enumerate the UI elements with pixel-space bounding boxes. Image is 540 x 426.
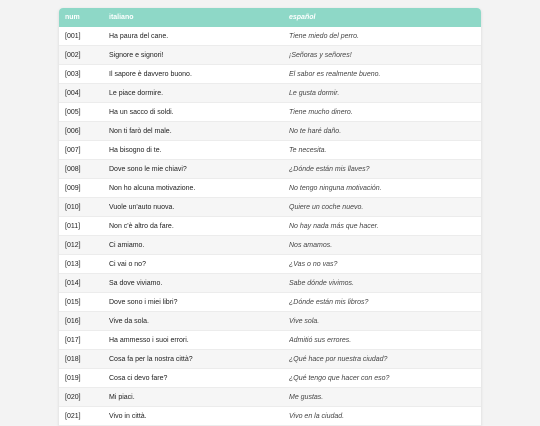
column-header-espanol[interactable]: español (289, 14, 316, 21)
column-header-num[interactable]: num (65, 14, 80, 21)
table-row[interactable] (59, 255, 481, 274)
table-body (59, 27, 481, 426)
spanish-phrase: Admitió sus errores. (289, 331, 481, 350)
table-row[interactable] (59, 312, 481, 331)
row-number: [016] (59, 312, 109, 331)
italian-phrase: Ha bisogno di te. (109, 141, 289, 160)
italian-phrase: Ci amiamo. (109, 236, 289, 255)
spanish-phrase: ¿Qué tengo que hacer con eso? (289, 369, 481, 388)
table-row[interactable] (59, 46, 481, 65)
row-number: [001] (59, 27, 109, 46)
table-row[interactable] (59, 103, 481, 122)
italian-phrase: Non c'è altro da fare. (109, 217, 289, 236)
spanish-phrase: Vivo en la ciudad. (289, 407, 481, 426)
row-number: [012] (59, 236, 109, 255)
italian-phrase: Cosa ci devo fare? (109, 369, 289, 388)
row-number: [015] (59, 293, 109, 312)
spanish-phrase: No tengo ninguna motivación. (289, 179, 481, 198)
row-number: [018] (59, 350, 109, 369)
table-row[interactable] (59, 141, 481, 160)
italian-phrase: Ci vai o no? (109, 255, 289, 274)
row-number: [011] (59, 217, 109, 236)
row-number: [014] (59, 274, 109, 293)
table-row[interactable] (59, 122, 481, 141)
italian-phrase: Ha paura del cane. (109, 27, 289, 46)
spanish-phrase: ¿Qué hace por nuestra ciudad? (289, 350, 481, 369)
italian-phrase: Vuole un'auto nuova. (109, 198, 289, 217)
table-row[interactable] (59, 27, 481, 46)
spanish-phrase: No te haré daño. (289, 122, 481, 141)
row-number: [013] (59, 255, 109, 274)
table-header (59, 8, 481, 27)
row-number: [010] (59, 198, 109, 217)
spanish-phrase: ¿Vas o no vas? (289, 255, 481, 274)
spanish-phrase: Tiene miedo del perro. (289, 27, 481, 46)
row-number: [004] (59, 84, 109, 103)
table-row[interactable] (59, 65, 481, 84)
row-number: [002] (59, 46, 109, 65)
table-row[interactable] (59, 293, 481, 312)
italian-phrase: Il sapore è davvero buono. (109, 65, 289, 84)
italian-phrase: Sa dove viviamo. (109, 274, 289, 293)
row-number: [007] (59, 141, 109, 160)
italian-phrase: Signore e signori! (109, 46, 289, 65)
spanish-phrase: Tiene mucho dinero. (289, 103, 481, 122)
spanish-phrase: Quiere un coche nuevo. (289, 198, 481, 217)
spanish-phrase: Te necesita. (289, 141, 481, 160)
spanish-phrase: El sabor es realmente bueno. (289, 65, 481, 84)
spanish-phrase: Nos amamos. (289, 236, 481, 255)
row-number: [003] (59, 65, 109, 84)
spanish-phrase: Me gustas. (289, 388, 481, 407)
table-row[interactable] (59, 331, 481, 350)
italian-phrase: Dove sono le mie chiavi? (109, 160, 289, 179)
row-number: [005] (59, 103, 109, 122)
phrase-table-card (59, 8, 481, 426)
italian-phrase: Le piace dormire. (109, 84, 289, 103)
column-header-italiano[interactable]: italiano (109, 14, 134, 21)
italian-phrase: Mi piaci. (109, 388, 289, 407)
row-number: [020] (59, 388, 109, 407)
row-number: [008] (59, 160, 109, 179)
spanish-phrase: ¿Dónde están mis libros? (289, 293, 481, 312)
table-row[interactable] (59, 198, 481, 217)
table-row[interactable] (59, 407, 481, 426)
table-row[interactable] (59, 274, 481, 293)
table-row[interactable] (59, 179, 481, 198)
table-row[interactable] (59, 369, 481, 388)
table-row[interactable] (59, 388, 481, 407)
italian-phrase: Vivo in città. (109, 407, 289, 426)
italian-phrase: Ha un sacco di soldi. (109, 103, 289, 122)
header-row (59, 8, 481, 27)
row-number: [009] (59, 179, 109, 198)
spanish-phrase: Sabe dónde vivimos. (289, 274, 481, 293)
phrase-table (59, 8, 481, 426)
spanish-phrase: ¿Dónde están mis llaves? (289, 160, 481, 179)
table-row[interactable] (59, 350, 481, 369)
row-number: [017] (59, 331, 109, 350)
table-row[interactable] (59, 84, 481, 103)
spanish-phrase: No hay nada más que hacer. (289, 217, 481, 236)
table-row[interactable] (59, 160, 481, 179)
italian-phrase: Dove sono i miei libri? (109, 293, 289, 312)
italian-phrase: Cosa fa per la nostra città? (109, 350, 289, 369)
italian-phrase: Non ho alcuna motivazione. (109, 179, 289, 198)
italian-phrase: Vive da sola. (109, 312, 289, 331)
spanish-phrase: ¡Señoras y señores! (289, 46, 481, 65)
table-row[interactable] (59, 236, 481, 255)
row-number: [021] (59, 407, 109, 426)
italian-phrase: Ha ammesso i suoi errori. (109, 331, 289, 350)
row-number: [019] (59, 369, 109, 388)
row-number: [006] (59, 122, 109, 141)
table-row[interactable] (59, 217, 481, 236)
italian-phrase: Non ti farò del male. (109, 122, 289, 141)
spanish-phrase: Vive sola. (289, 312, 481, 331)
spanish-phrase: Le gusta dormir. (289, 84, 481, 103)
